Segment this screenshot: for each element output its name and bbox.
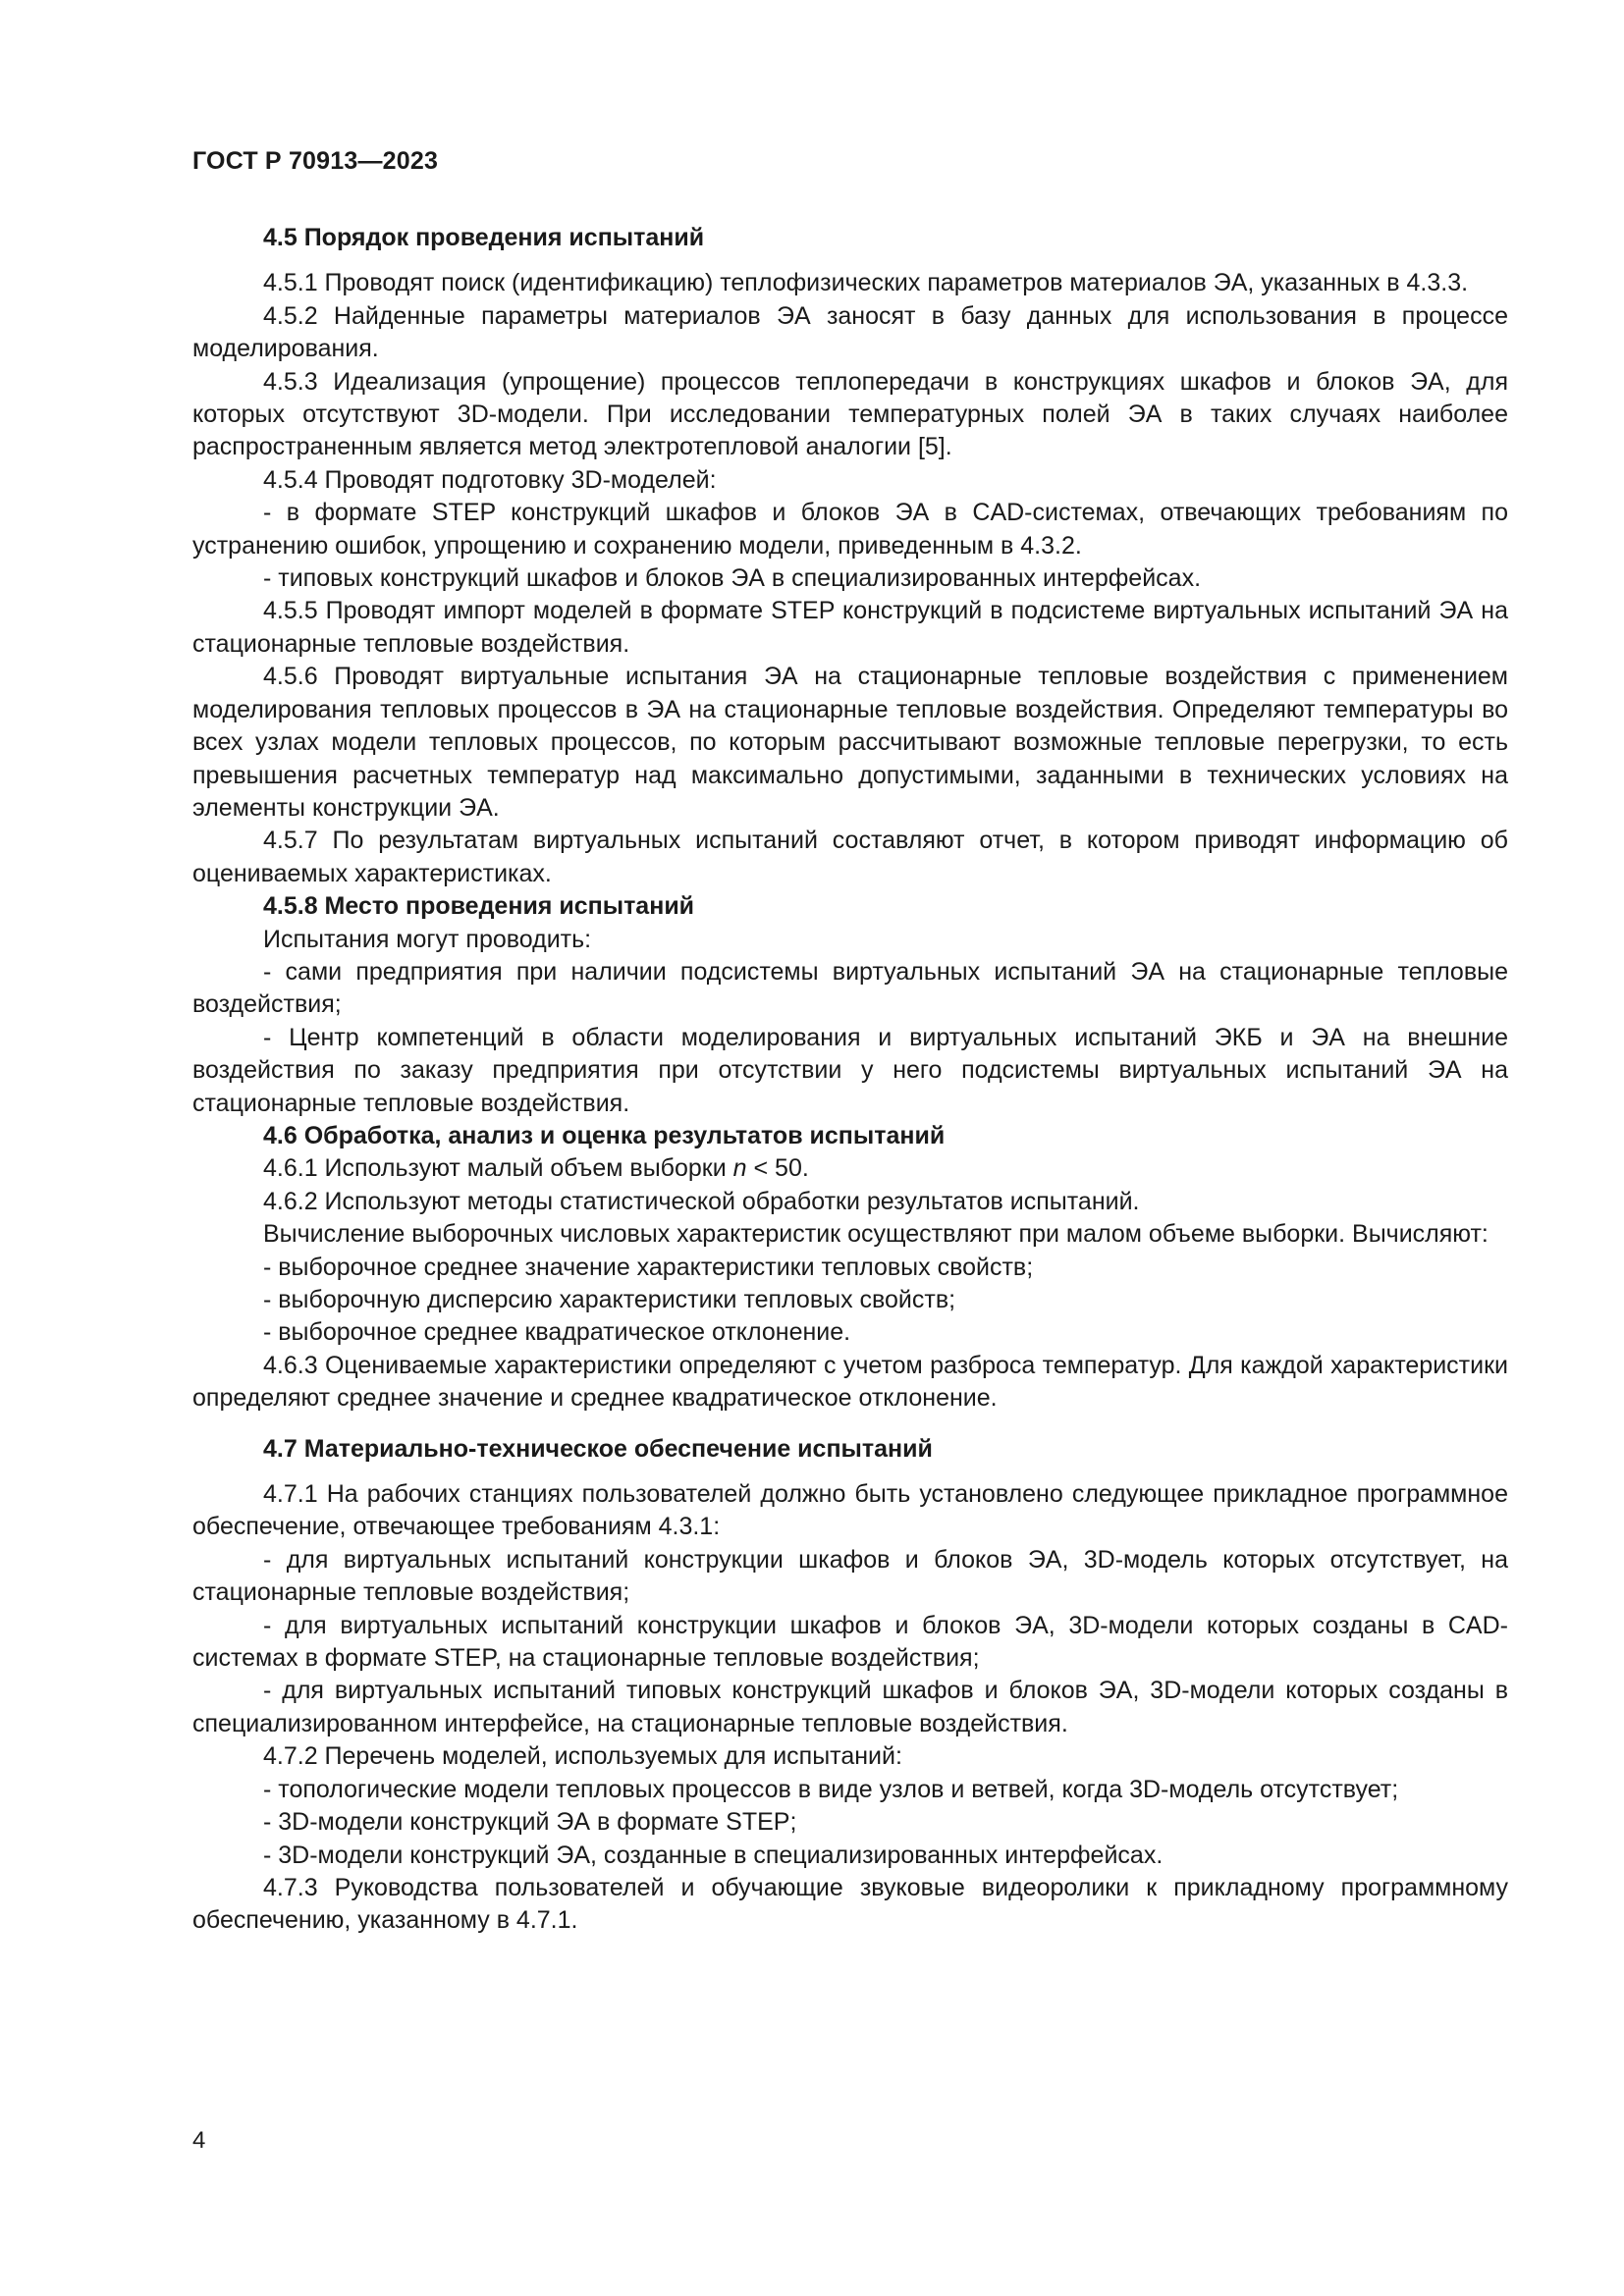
paragraph-4-6-2: 4.6.2 Используют методы статистической обработки результатов испытаний. xyxy=(263,1187,1140,1215)
list-item: - 3D-модели конструкций ЭА в формате STEP; xyxy=(263,1808,797,1837)
paragraph-4-5-7: 4.5.7 По результатам виртуальных испытаний составляют отчет, в котором приводят информацию об оцениваемых характеристиках. xyxy=(192,827,1508,887)
paragraph-4-5-8: Испытания могут проводить: xyxy=(263,925,592,953)
paragraph-4-5-5: 4.5.5 Проводят импорт моделей в формате STEP конструкций в подсистеме виртуальных испытаний ЭА на стационарные тепловые воздействия. xyxy=(192,597,1508,658)
paragraph-4-5-1: 4.5.1 Проводят поиск (идентификацию) теплофизических параметров материалов ЭА, указанных в 4.3.3. xyxy=(263,269,1469,297)
paragraph-4-6-1-text: 4.6.1 Используют малый объем выборки xyxy=(263,1154,733,1183)
paragraph-4-5-2: 4.5.2 Найденные параметры материалов ЭА заносят в базу данных для использования в процессе моделирования. xyxy=(192,301,1508,363)
section-heading-4-6: 4.6 Обработка, анализ и оценка результатов испытаний xyxy=(263,1121,946,1149)
list-item: - выборочное среднее значение характеристики тепловых свойств; xyxy=(263,1253,1034,1281)
list-item: - типовых конструкций шкафов и блоков ЭА в специализированных интерфейсах. xyxy=(263,564,1202,593)
paragraph-4-7-3: 4.7.3 Руководства пользователей и обучающие звуковые видеоролики к прикладному программному обеспечению, указанному в 4.7.1. xyxy=(192,1873,1508,1935)
list-item: - 3D-модели конструкций ЭА, созданные в специализированных интерфейсах. xyxy=(263,1841,1164,1869)
list-item: - Центр компетенций в области моделирования и виртуальных испытаний ЭКБ и ЭА на внешние воздействия по заказу предприятия при отсутствии у него подсистемы виртуальных испытаний ЭА на стационарные тепловые воздействия. xyxy=(192,1023,1508,1117)
list-item: - для виртуальных испытаний конструкции шкафов и блоков ЭА, 3D-модель которых отсутствует, на стационарные тепловые воздействия; xyxy=(192,1545,1508,1607)
subsection-heading-4-5-8: 4.5.8 Место проведения испытаний xyxy=(263,892,695,921)
paragraph-4-5-6: 4.5.6 Проводят виртуальные испытания ЭА на стационарные тепловые воздействия с применением моделирования тепловых процессов в ЭА на стационарные тепловые воздействия. Определяют температуры во всех узлах модели тепловых процессов, по которым рассчитывают возможные теплoвые перегрузки, то есть превышения расчетных температур над максимально допустимыми, заданными в технических условиях на элементы конструкции ЭА. xyxy=(192,663,1508,822)
running-header: ГОСТ Р 70913—2023 xyxy=(192,147,439,175)
list-item: - выборочное среднее квадратическое отклонение. xyxy=(263,1318,851,1347)
paragraph-4-7-1: 4.7.1 На рабочих станциях пользователей должно быть установлено следующее прикладное программное обеспечение, отвечающее требованиям 4.3.1: xyxy=(192,1480,1508,1541)
list-item: - для виртуальных испытаний типовых конструкций шкафов и блоков ЭА, 3D-модели которых созданы в специализированном интерфейсе, на стационарные тепловые воздействия. xyxy=(192,1677,1508,1737)
variable-n: n xyxy=(732,1154,747,1183)
list-item: - выборочную дисперсию характеристики тепловых свойств; xyxy=(263,1286,956,1313)
section-heading-4-7: 4.7 Материально-техническое обеспечение испытаний xyxy=(263,1434,933,1463)
paragraph-4-7-2: 4.7.2 Перечень моделей, используемых для испытаний: xyxy=(263,1742,902,1771)
paragraph-4-5-4: 4.5.4 Проводят подготовку 3D-моделей: xyxy=(263,465,717,494)
paragraph-4-6-1-tail: < 50. xyxy=(746,1154,809,1183)
list-item: - для виртуальных испытаний конструкции шкафов и блоков ЭА, 3D-модели которых созданы в CAD-системах в формате STEP, на стационарные тепловые воздействия; xyxy=(192,1611,1508,1673)
list-item: - топологические модели тепловых процессов в виде узлов и ветвей, когда 3D-модель отсутствует; xyxy=(263,1775,1399,1803)
paragraph-4-6-2-cont: Вычисление выборочных числовых характеристик осуществляют при малом объеме выборки. Вычисляют: xyxy=(263,1220,1489,1249)
section-heading-4-5: 4.5 Порядок проведения испытаний xyxy=(263,224,705,251)
list-item: - в формате STEP конструкций шкафов и блоков ЭА в CAD-системах, отвечающих требованиям по устранению ошибок, упрощению и сохранению модели, приведенным в 4.3.2. xyxy=(192,499,1508,560)
list-item: - сами предприятия при наличии подсистемы виртуальных испытаний ЭА на стационарные тепловые воздействия; xyxy=(192,957,1508,1019)
document-body xyxy=(192,222,1508,1938)
paragraph-4-6-1 xyxy=(192,1152,1508,1185)
paragraph-4-6-3: 4.6.3 Оцениваемые характеристики определяют с учетом разброса температур. Для каждой характеристики определяют среднее значение и среднее квадратическое отклонение. xyxy=(192,1351,1508,1413)
paragraph-4-5-3: 4.5.3 Идеализация (упрощение) процессов теплопередачи в конструкциях шкафов и блоков ЭА, для которых отсутствуют 3D-модели. При исследовании температурных полей ЭА в таких случаях наиболее распространенным является метод электротепловой аналогии [5]. xyxy=(192,367,1508,461)
page-number: 4 xyxy=(192,2127,206,2154)
